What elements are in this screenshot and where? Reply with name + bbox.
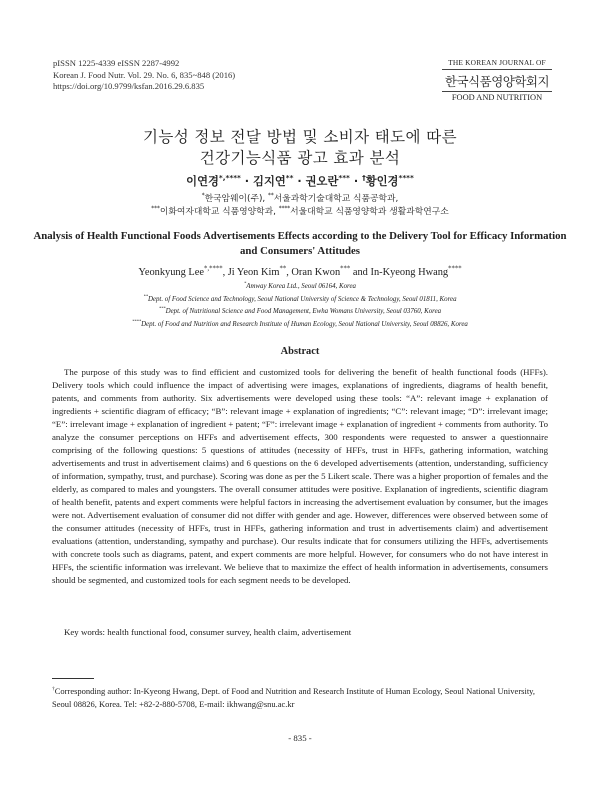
author-ko-1-sup: *,**** — [218, 173, 241, 183]
author-ko-4-sup: **** — [398, 173, 414, 183]
author-ko-4: 황인경 — [365, 175, 399, 188]
author-ko-3-sup: *** — [338, 173, 350, 183]
english-affiliation-3 — [0, 305, 600, 315]
separator: · — [349, 175, 363, 188]
journal-name-ko: 한국식품영양학회지 — [444, 74, 550, 89]
author-ko-1: 이연경 — [186, 175, 219, 188]
author-en-4-sup: **** — [448, 265, 462, 273]
affil-text: Amway Korea Ltd., Seoul 06164, Korea — [246, 283, 356, 290]
footnote-divider — [52, 678, 94, 679]
affil-text: Dept. of Food and Nutrition and Research Institute of Human Ecology, Seoul National University, Seoul 08826, Korea — [141, 321, 468, 328]
affil-sup: *** — [151, 206, 160, 213]
author-en-3: , Oran Kwon — [286, 267, 341, 278]
korean-title — [0, 127, 600, 169]
affil-sup: **** — [132, 318, 142, 324]
journal-name-en: THE KOREAN JOURNAL OF — [442, 58, 552, 70]
separator: · — [293, 175, 306, 188]
abstract-body: The purpose of this study was to find efficient and customized tools for delivering the benefit of health functional foods (HFFs). Delivery tools which could influence the impact of advertising were images, explanations of ingredients, diagrams of health benefit, patents, and comments from authority. Six advertisements were developed using these tools: “A”: relevant image + explanation of ingredients + scientific diagram of efficacy; “B”: relevant image + explanation of ingredients; “C”: relevant image; “D”: irrelevant image; “E”: irrelevant image + explanation of ingredient + patent; “F”: irrelevant image + explanation of ingredient + comments from authority. To analyze the consumer perceptions on HFFs and advertisement effects, 300 respondents were requested to answer a questionnaire comprising of the following questions: 5 questions of attitudes (necessity of HFFs, trust in HFFs, gathering information, watching advertisements and trust in advertisement claims) and 6 questions on the 6 developed advertisements (attention, understanding, sufficiency of information, sympathy, trust, and purchase). Scoring was done as per the 5 Likert scale. There was a higher proportion of females and the elderly, as compared to males and youngsters. The overall consumer attitudes were positive. Explanation of ingredients, scientific diagram of health benefit, patents and expert comments were helpful factors in increasing the advertisement evaluation by consumer, but the images were not. Advertisement evaluation of consumer did not differ with gender and age. However, differences were observed between some of the consumer attitudes (necessity of HFFs, trust in HFFs, gathering information and trust in advertisements claim) and advertisement evaluations (attention, understanding, sympathy and purchase). Our results indicate that for consumers utilizing the HFFs, advertisements with concrete tools such as diagrams, patent, and expert comments are more helpful. However, for consumers who do not have interest in HFFs, the scientific information was irrelevant. We believe that to maximize the effect of health information in advertisements, consumers should be segmented, and customized tools for each segment needs to be developed. — [52, 367, 548, 585]
affil-text: 한국암웨이(주), — [204, 194, 269, 204]
author-en-3-sup: *** — [340, 265, 351, 273]
author-ko-2-sup: ** — [285, 173, 294, 183]
korean-authors — [0, 173, 600, 189]
english-affiliation-4 — [0, 318, 600, 328]
corresponding-text: Corresponding author: In-Kyeong Hwang, Dept. of Food and Nutrition and Research Institute of Human Ecology, Seoul National University, Seoul 08826, Korea. Tel: +82-2-880-5708, E-mail: ikhwang@snu.ac.kr — [52, 686, 535, 709]
corresponding-mark: † — [362, 173, 366, 183]
affil-sup: **** — [278, 206, 291, 213]
corresponding-mark: † — [52, 686, 55, 693]
affil-text: 서울과학기술대학교 식품공학과, — [273, 194, 399, 204]
english-title: Analysis of Health Functional Foods Advertisements Effects according to the Delivery Tool for Efficacy Information and Consumers' Attitudes — [33, 230, 567, 257]
author-en-1-sup: *,**** — [204, 265, 223, 273]
keywords: Key words: health functional food, consumer survey, health claim, advertisement — [64, 627, 352, 637]
author-en-2-sup: ** — [279, 265, 287, 273]
affil-sup: *** — [158, 305, 166, 311]
author-en-2: , Ji Yeon Kim — [222, 267, 280, 278]
affil-text: Dept. of Food Science and Technology, Seoul National University of Science & Technology, Seoul 01811, Korea — [147, 296, 457, 303]
author-en-4: and In-Kyeong Hwang — [350, 267, 449, 278]
affil-sup: * — [201, 193, 205, 200]
author-ko-2: 김지연 — [253, 175, 286, 188]
english-affiliation-2 — [0, 293, 600, 303]
citation-line: Korean J. Food Nutr. Vol. 29. No. 6, 835~848 (2016) — [53, 69, 236, 80]
english-affiliation-1 — [0, 280, 600, 290]
doi-link[interactable]: https://doi.org/10.9799/ksfan.2016.29.6.835 — [53, 81, 205, 92]
affil-text: 이화여자대학교 식품영양학과, — [159, 207, 279, 217]
author-ko-3: 권오란 — [305, 175, 339, 188]
affil-sup: * — [244, 280, 247, 286]
korean-affiliation-2 — [0, 204, 600, 217]
author-en-1: Yeonkyung Lee — [138, 267, 204, 278]
affil-text: Dept. of Nutritional Science and Food Management, Ewha Womans University, Seoul 03760, Korea — [165, 308, 442, 315]
english-authors — [0, 267, 600, 278]
issn-line: pISSN 1225-4339 eISSN 2287-4992 — [53, 58, 180, 68]
corresponding-author-note — [52, 685, 552, 711]
affil-sup: ** — [268, 193, 274, 200]
journal-name-en2: FOOD AND NUTRITION — [442, 91, 552, 102]
affil-sup: ** — [143, 293, 148, 299]
korean-title-line2: 건강기능식품 광고 효과 분석 — [199, 149, 401, 167]
abstract-heading: Abstract — [280, 346, 320, 357]
page-number: - 835 - — [288, 733, 312, 743]
korean-title-line1: 기능성 정보 전달 방법 및 소비자 태도에 따른 — [142, 128, 457, 146]
journal-logo — [442, 58, 552, 102]
korean-affiliation-1 — [0, 191, 600, 204]
separator: · — [240, 175, 254, 188]
article-meta — [53, 58, 235, 93]
affil-text: 서울대학교 식품영양학과 생활과학연구소 — [290, 207, 449, 217]
